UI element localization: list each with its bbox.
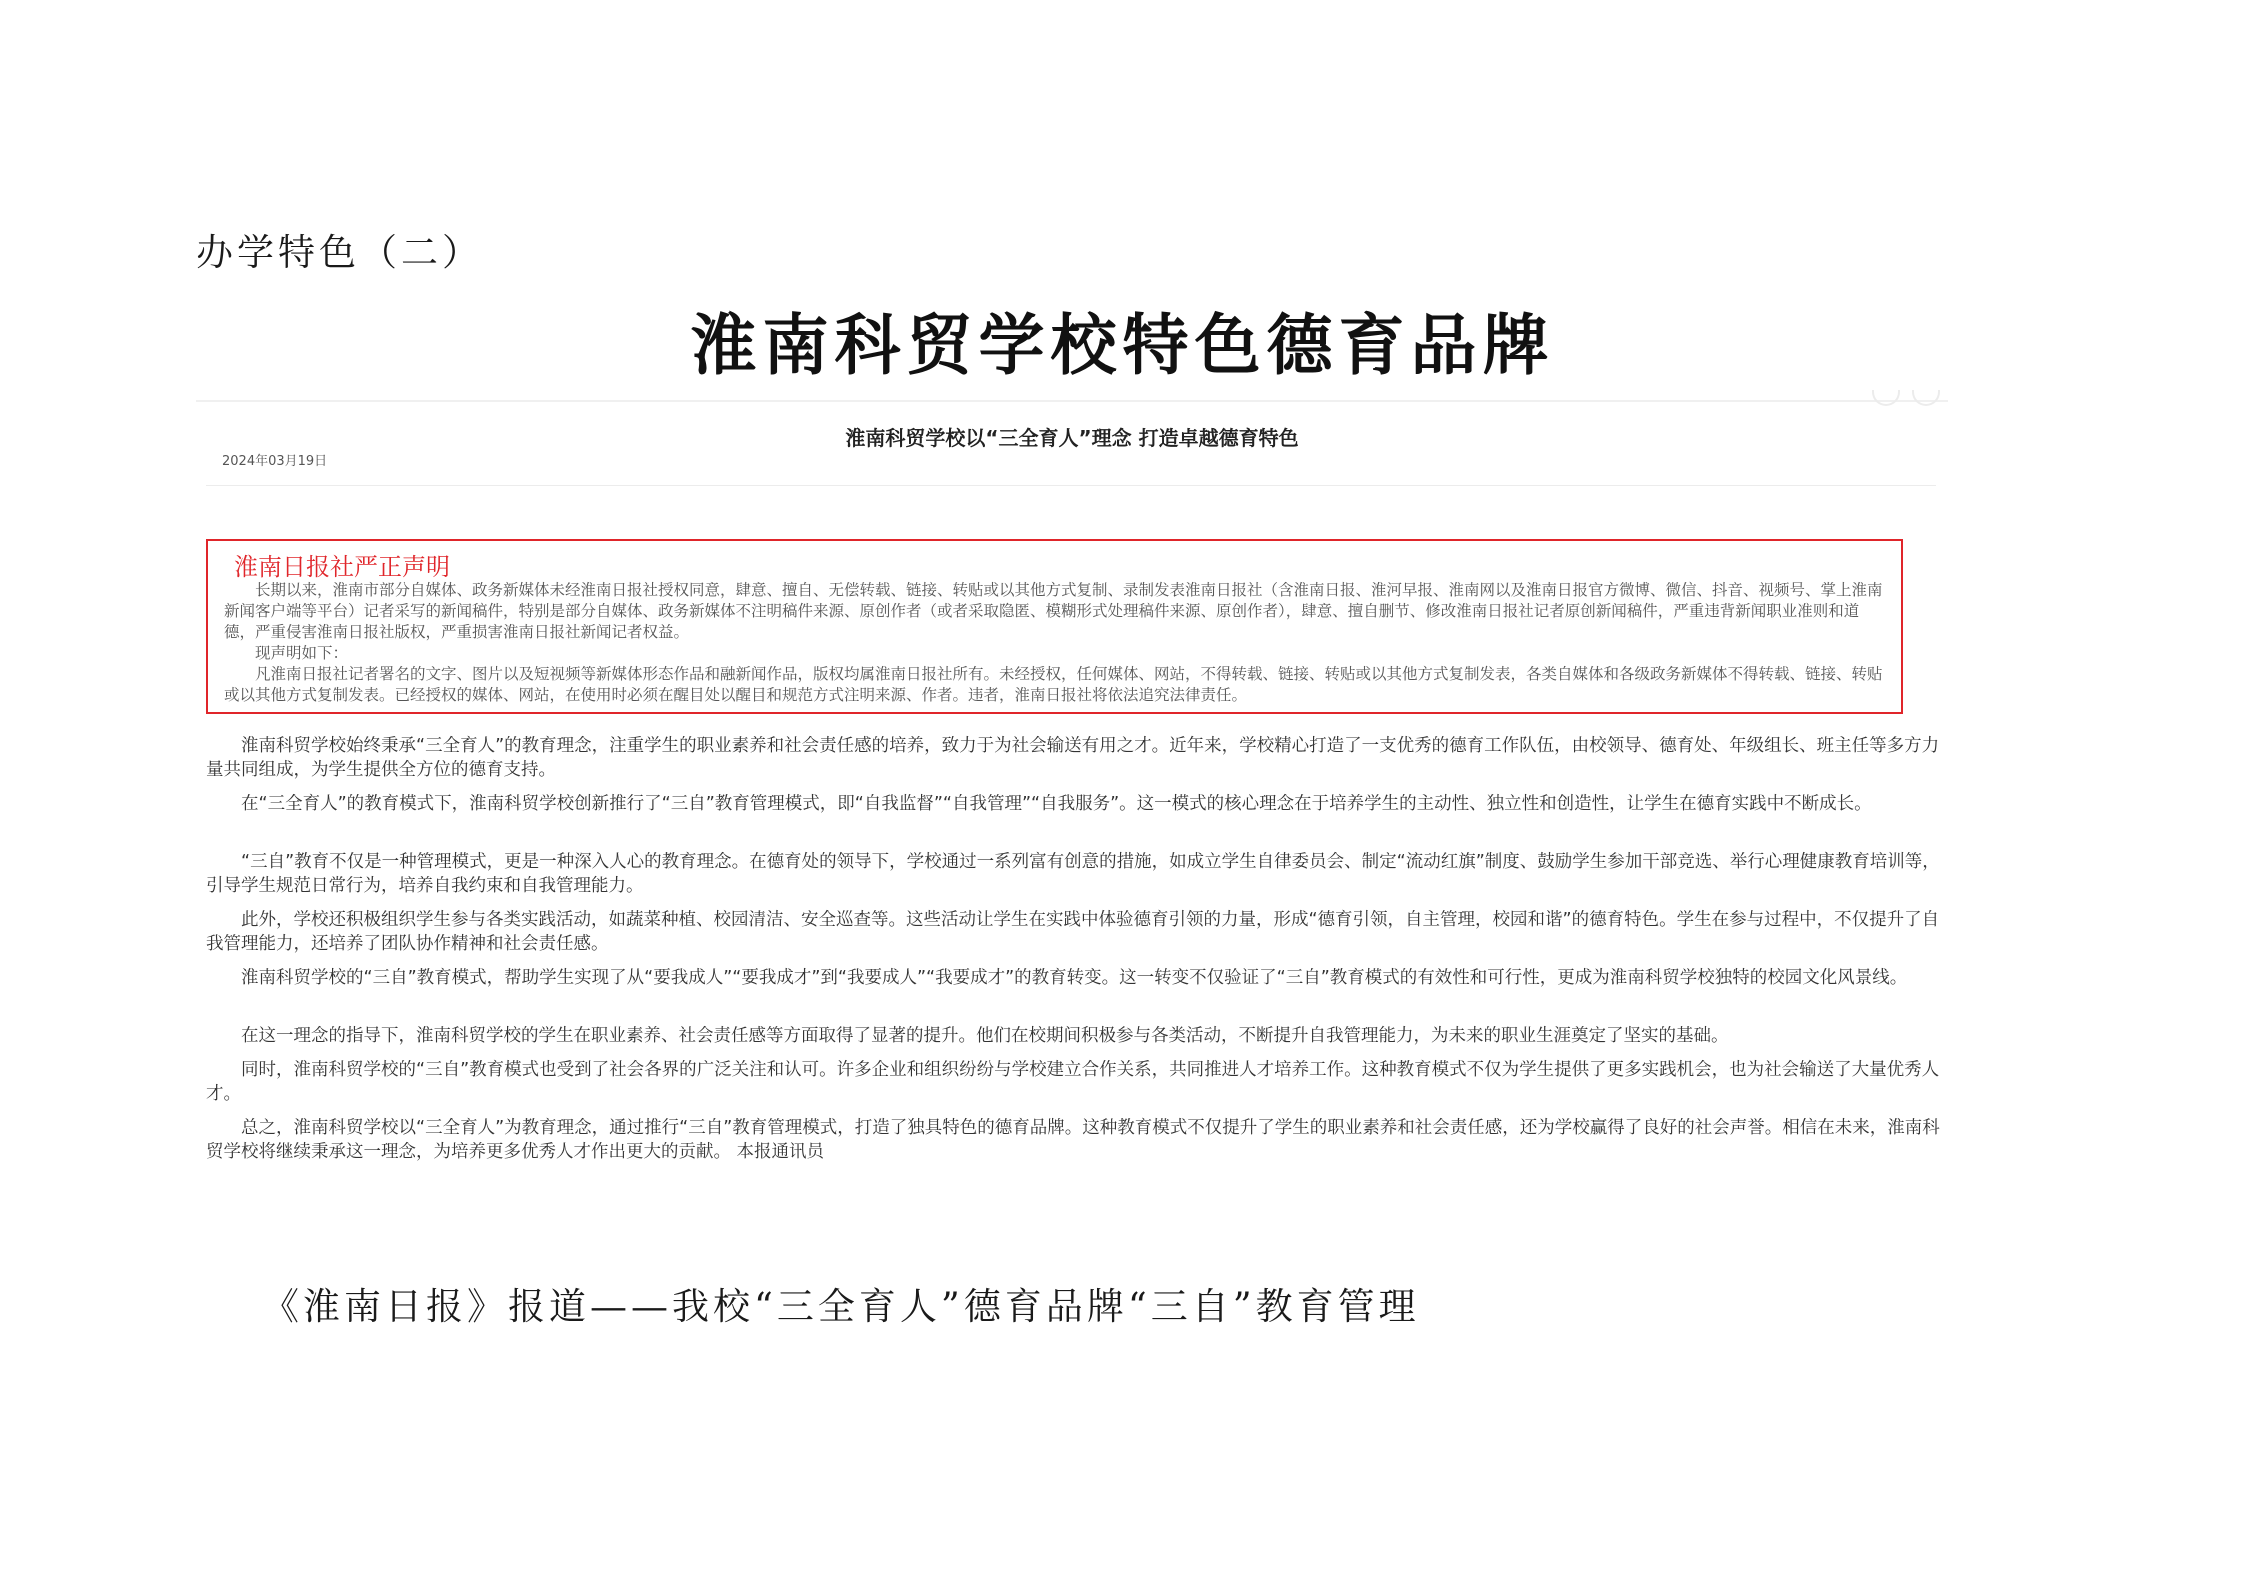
article-paragraph: 淮南科贸学校始终秉承“三全育人”的教育理念，注重学生的职业素养和社会责任感的培养，致力于为社会输送有用之才。近年来，学校精心打造了一支优秀的德育工作队伍，由校领导、德育处、年级组长、班主任等多方力量共同组成，为学生提供全方位的德育支持。 bbox=[206, 736, 1940, 780]
article-paragraph: 在这一理念的指导下，淮南科贸学校的学生在职业素养、社会责任感等方面取得了显著的提升。他们在校期间积极参与各类活动，不断提升自我管理能力，为未来的职业生涯奠定了坚实的基础。 bbox=[241, 1026, 1729, 1046]
notice-paragraph: 长期以来，淮南市部分自媒体、政务新媒体未经淮南日报社授权同意，肆意、擅自、无偿转载、链接、转贴或以其他方式复制、录制发表淮南日报社（含淮南日报、淮河早报、淮南网以及淮南日报官方微博、微信、抖音、视频号、掌上淮南新闻客户端等平台）记者采写的新闻稿件，特别是部分自媒体、政务新媒体不注明稿件来源、原创作者（或者采取隐匿、模糊形式处理稿件来源、原创作者），肆意、擅自删节、修改淮南日报社记者原创新闻稿件，严重违背新闻职业准则和道德，严重侵害淮南日报社版权，严重损害淮南日报社新闻记者权益。 bbox=[224, 581, 1883, 641]
article-date: 2024年03月19日 bbox=[222, 454, 328, 469]
notice-paragraph: 现声明如下： bbox=[255, 644, 349, 662]
divider bbox=[206, 485, 1936, 486]
copyright-notice bbox=[206, 539, 1903, 714]
notice-paragraph: 凡淮南日报社记者署名的文字、图片以及短视频等新媒体形态作品和融新闻作品，版权均属淮南日报社所有。未经授权，任何媒体、网站，不得转载、链接、转贴或以其他方式复制发表，各类自媒体和各级政务新媒体不得转载、链接、转贴或以其他方式复制发表。已经授权的媒体、网站，在使用时必须在醒目处以醒目和规范方式注明来源、作者。违者，淮南日报社将依法追究法律责任。 bbox=[224, 665, 1883, 704]
notice-body bbox=[224, 580, 1887, 706]
article-paragraph: 淮南科贸学校的“三自”教育模式，帮助学生实现了从“要我成人”“要我成才”到“我要成人”“我要成才”的教育转变。这一转变不仅验证了“三自”教育模式的有效性和可行性，更成为淮南科贸学校独特的校园文化风景线。 bbox=[241, 968, 1908, 988]
article-paragraph: 同时，淮南科贸学校的“三自”教育模式也受到了社会各界的广泛关注和认可。许多企业和组织纷纷与学校建立合作关系，共同推进人才培养工作。这种教育模式不仅为学生提供了更多实践机会，也为社会输送了大量优秀人才。 bbox=[206, 1060, 1940, 1104]
article-paragraph: 在“三全育人”的教育模式下，淮南科贸学校创新推行了“三自”教育管理模式，即“自我监督”“自我管理”“自我服务”。这一模式的核心理念在于培养学生的主动性、独立性和创造性，让学生在德育实践中不断成长。 bbox=[241, 794, 1872, 814]
decorative-ring-icon bbox=[1912, 390, 1940, 406]
article-paragraph: 总之，淮南科贸学校以“三全育人”为教育理念，通过推行“三自”教育管理模式，打造了独具特色的德育品牌。这种教育模式不仅提升了学生的职业素养和社会责任感，还为学校赢得了良好的社会声誉。相信在未来，淮南科贸学校将继续秉承这一理念，为培养更多优秀人才作出更大的贡献。 本报通讯员 bbox=[206, 1118, 1940, 1162]
main-title: 淮南科贸学校特色德育品牌 bbox=[690, 306, 1555, 384]
section-heading: 办学特色（二） bbox=[196, 231, 483, 274]
notice-title: 淮南日报社严正声明 bbox=[234, 553, 450, 581]
article-screenshot bbox=[196, 400, 1948, 1242]
article-paragraph: “三自”教育不仅是一种管理模式，更是一种深入人心的教育理念。在德育处的领导下，学校通过一系列富有创意的措施，如成立学生自律委员会、制定“流动红旗”制度、鼓励学生参加干部竞选、举行心理健康教育培训等，引导学生规范日常行为，培养自我约束和自我管理能力。 bbox=[206, 852, 1940, 896]
article-paragraph: 此外，学校还积极组织学生参与各类实践活动，如蔬菜种植、校园清洁、安全巡查等。这些活动让学生在实践中体验德育引领的力量，形成“德育引领，自主管理，校园和谐”的德育特色。学生在参与过程中，不仅提升了自我管理能力，还培养了团队协作精神和社会责任感。 bbox=[206, 910, 1940, 954]
article-title: 淮南科贸学校以“三全育人”理念 打造卓越德育特色 bbox=[845, 426, 1299, 450]
caption: 《淮南日报》报道——我校“三全育人”德育品牌“三自”教育管理 bbox=[262, 1285, 1420, 1328]
article-body bbox=[206, 734, 1940, 1174]
decorative-ring-icon bbox=[1872, 390, 1900, 406]
card-top-border bbox=[196, 400, 1948, 402]
